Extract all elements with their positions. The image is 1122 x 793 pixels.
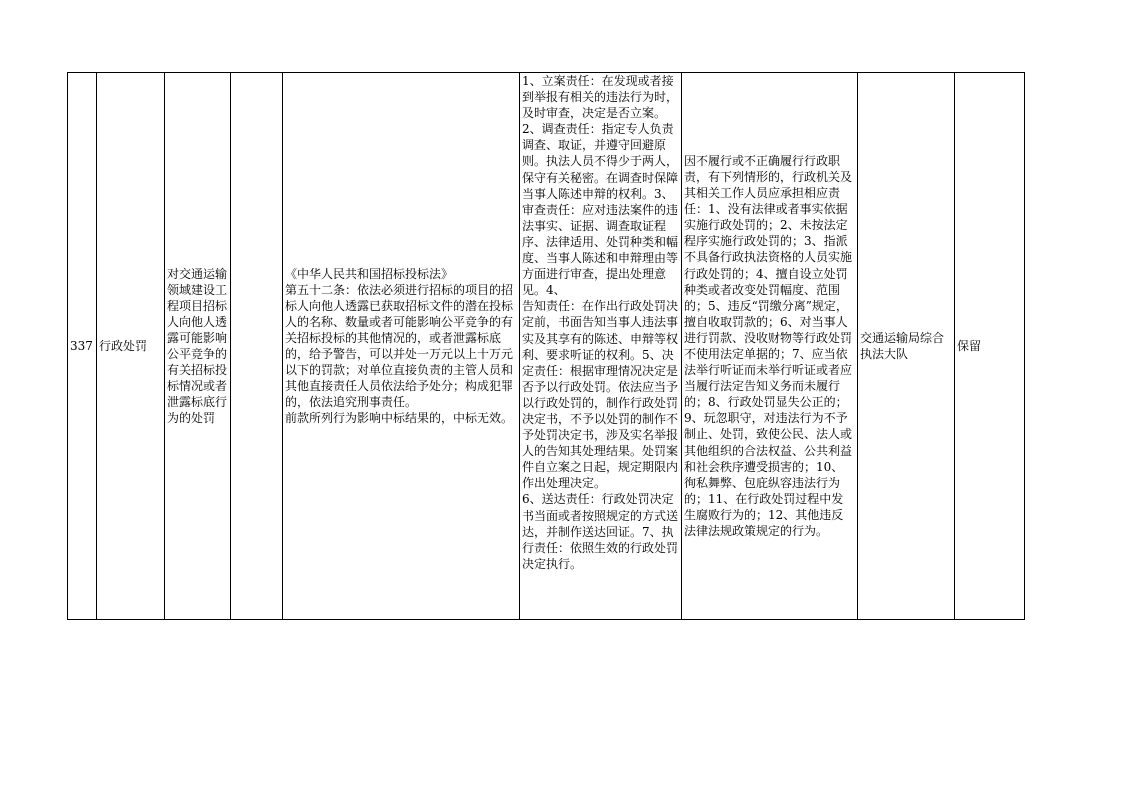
responsibility-part-2: 告知责任：在作出行政处罚决定前，书面告知当事人违法事实及其享有的陈述、申辩等权利、要求听证的权利。5、决定责任：根据审理情况决定是否予以行政处罚。依法应当予以行政处罚的，制作行政处罚决定书，不予以处罚的制作不予处罚决定书，涉及实名举报人的告知其处理结果。处罚案件自立案之日起，规定期限内作出处理决定。 [522,299,679,491]
table-row [68,73,1025,620]
legal-basis-cell [283,73,520,620]
power-item-name: 对交通运输领域建设工程项目招标人向他人透露可能影响公平竞争的有关招标投标情况或者泄露标底行为的处罚 [165,73,231,620]
sub-item-cell [231,73,283,620]
remark-cell: 保留 [955,73,1025,620]
row-number: 337 [68,73,97,620]
power-list-table [67,72,1025,620]
accountability-cell: 因不履行或不正确履行行政职责，有下列情形的，行政机关及其相关工作人员应承担相应责任：1、没有法律或者事实依据实施行政处罚的；2、未按法定程序实施行政处罚的；3、指派不具备行政执法资格的人员实施行政处罚的；4、擅自设立处罚种类或者改变处罚幅度、范围的；5、违反“罚缴分离”规定，擅自收取罚款的；6、对当事人进行罚款、没收财物等行政处罚不使用法定单据的；7、应当依法举行听证而未举行听证或者应当履行法定告知义务而未履行的；8、行政处罚显失公正的；9、玩忽职守，对违法行为不予制止、处罚，致使公民、法人或其他组织的合法权益、公共利益和社会秩序遭受损害的；10、徇私舞弊、包庇纵容违法行为的；11、在行政处罚过程中发生腐败行为的；12、其他违反法律法规政策规定的行为。 [682,73,858,620]
department-cell: 交通运输局综合执法大队 [858,73,955,620]
law-title: 《中华人民共和国招标投标法》 [285,266,454,281]
responsibility-text-clip [522,73,679,619]
responsibility-part-1: 1、立案责任：在发现或者接到举报有相关的违法行为时，及时审查，决定是否立案。2、调查责任：指定专人负责调查、取证，并遵守回避原则。执法人员不得少于两人，保守有关秘密。在调查时保障当事人陈述申辩的权利。3、审查责任：应对违法案件的违法事实、证据、调查取证程序、法律适用、处罚种类和幅度、当事人陈述和申辩理由等方面进行审查，提出处理意见。4、 [522,74,679,298]
law-clause: 前款所列行为影响中标结果的，中标无效。 [285,411,514,426]
responsibility-cell [520,73,682,620]
responsibility-part-3: 6、送达责任：行政处罚决定书当面或者按照规定的方式送达，并制作送达回证。7、执行责任：依照生效的行政处罚决定执行。 [522,492,679,571]
law-article: 第五十二条：依法必须进行招标的项目的招标人向他人透露已获取招标文件的潜在投标人的名称、数量或者可能影响公平竞争的有关招标投标的其他情况的，或者泄露标底的，给予警告，可以并处一万元以上十万元以下的罚款；对单位直接负责的主管人员和其他直接责任人员依法给予处分；构成犯罪的，依法追究刑事责任。 [285,282,514,410]
power-category: 行政处罚 [97,73,165,620]
